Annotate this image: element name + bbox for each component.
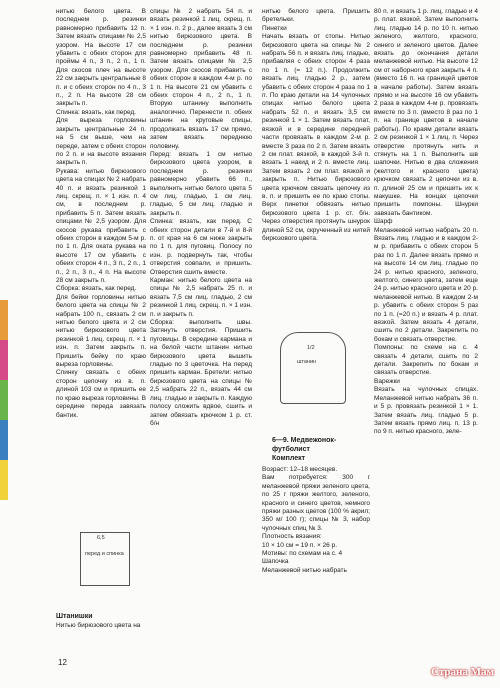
color-stripe-yellow bbox=[0, 460, 8, 500]
sweater-diagram bbox=[80, 532, 130, 586]
column-1-top: нитью белого цвета. В последнем р. резинки равномерно прибавить 12 п. Затем вязать спицами № 2,5 узором. На высоте 17 см убавить с обеих сторон для проймы 4 п., 3 п., 2 п., 1 п. Для скосов плеч на высоте 22 см закрыть центральные 8 п. и с обеих сторон по 4 п., 3 п., 2 п. На высоте 28 см закрыть п. Спинка: вязать, как перед. Для выреза горловины закрыть центральные 24 п. на 5 см выше, чем на переде, затем с обеих сторон по 2 п. и на высоте вязания закрыть п. Рукава: нитью бирюзового цвета на спицах № 2 набрать 40 п. и вязать резинкой 1 лиц. скрещ. п. × 1 изн. п. 4 см, в последнем р. прибавить 5 п. Затем вязать спицами № 2,5 узором. Для скосов рукава прибавить с обеих сторон в каждом 5-м р. по 1 п. Для оката рукава на высоте 17 см убавить с обеих сторон 4 п., 3 п., 2 п., 1 п., 2 п., 3 п., 4 п. На высоте 28 см закрыть п. Сборка: вязать, как перед. Для бейки горловины нитью белого цвета на спицы № 2 набрать 100 п., связать 2 см нитью белого цвета и 2 см нитью бирюзового цвета резинкой 1 лиц. скрещ. п. × 1 изн. п. Затем закрыть п. Пришить бейку по краю выреза горловины. Спинку связать с обеих сторон цепочку из в. п. длиной 103 см и пришить ее по краю выреза горловины. В середине переда завязать бантик. bbox=[56, 8, 146, 419]
sweater-diagram-dimension: 6,5 bbox=[97, 535, 105, 541]
column-3-top: нитью белого цвета. Пришить бретельки. Пинетки Начать вязать от стопы. Нитью бирюзового цвета на спицы № 2 набрать 56 п. и вязать лиц. гладью, прибавляя с обеих сторон 4 раза по 1 п. (= 12 п.). Продолжить вязать лиц. гладью 2 р., затем убавить с обеих сторон 4 раза по 1 п. По краю детали на 14 чулочных спицах нитью белого цвета набрать 52 п. и вязать 3,5 см резинкой 1 × 1. Затем вязать плат, вязкой и в середине передней части провязать в каждом 2-м р. вместе 3 раза по 2 п. Затем вязать 2 см плат. вязкой, в каждой 3-й п. вязать 1 накид и 2 п. вместе лиц. Затем вязать 2 см плат. вязкой и закрыть п. Нитью бирюзового цвета крючком связать цепочку из в. п. и пришить ее по краю стопы. Верх пинетки обвязать нитью бирюзового цвета 1 р. ст. б/н. Через отверстия протянуть шнурок длиной 52 см, скрученный из нитей бирюзового цвета. bbox=[262, 8, 370, 242]
column-2: спицы № 2 набрать 54 п. и вязать резинкой 1 лиц. скрещ. п. × 1 изн. п. 2 р., далее вязать 3 см нитью бирюзового цвета. В последнем р. резинки равномерно прибавить 48 п. Затем вязать спицами № 2,5 узором. Для скосов прибавить с обеих сторон в каждом 4-м р. по 1 п. На высоте 21 см убавить с обеих сторон 4 п., 2 п., 1 п. Вторую штанину выполнить аналогично. Перенести п. обеих штанин на круговые спицы, продолжать вязать 17 см прямо, затем вязать переднюю половину. Перед: вязать 1 см нитью бирюзового цвета узором, в последнем р. резинки равномерно убавить 66 п., выполнить нитью белого цвета 5 см лиц. гладью, 1 см лиц. гладью, 5 см лиц. гладью и закрыть п. Спинка: вязать, как перед. С обеих сторон детали в 7-й и 8-й п. от края на 6 см ниже закрыть по 1 п. для пуговиц. Полосу по изн. р. подвернуть так, чтобы отверстия совпали, и пришить. Отверстия сшить вместе. Карман: нитью белого цвета на спицы № 2,5 набрать 25 п. и вязать 7,5 см лиц. гладью, 2 см резинкой 1 лиц. скрещ. п. × 1 изн. п. и закрыть п. Сборка: выполнить швы. Затянуть отверстия. Пришить пуговицы. В середине кармана и на белой части штанин нитью бирюзового цвета вышить гладью по 3 цветочка. На перед пришить карман. Бретели: нитью бирюзового цвета на спицы № 2,5 набрать 22 п., вязать 44 см лиц. гладью и закрыть п. Каждую полосу сложить вдвое, сшить и затем обвязать крючком 1 р. ст. б/н bbox=[150, 8, 252, 427]
section-heading-pants: Штанишки bbox=[56, 613, 93, 620]
pants-diagram bbox=[280, 332, 346, 404]
column-3-bottom: Возраст: 12–18 месяцев. Вам потребуется: 300 г меланжевой пряжи зеленого цвета, по 25 г пряжи желтого, зеленого, красного и синего цветов, немного пряжи разных цветов (100 % акрил; 350 м/ 100 г); спицы № 3, набор чулочных спиц № 3. Плотность вязания: 10 × 10 см = 19 п. × 26 р. Мотивы: по схемам на с. 4 Шапочка Меланжевой нитью набрать bbox=[262, 466, 370, 574]
sweater-diagram-label: перед и спинка bbox=[85, 551, 124, 557]
site-watermark: Страна Мам bbox=[431, 666, 494, 678]
column-4: 80 п. и вязать 1 р. лиц. гладью и 4 р. плат. вязкой. Затем выполнить лиц. гладью 14 р. по 10 п. нитью зеленого, желтого, красного, синего и зеленого цветов. Далее вязать до окончания детали меланжевой нитью. На высоте 12 см от наборного края закрыть 4 п. (вместо 16 п. на границей цветов в начале работы). Затем вязать прямо и на высоте 16 см убавить 2 раза в каждом 4-м р. провязать вместе по 3 п. (вместо 8 раз по 1 п. на границе цветов в начале работы). По краям детали вязать 2 см резинкой 1 × 1 лиц. п. Через отверстие протянуть нить и стянуть на 1 п. Выполнить шв шапочки. Нитью в два сложения (желтого и красного цвета) крючком связать 2 цепочки из в. п. длиной 25 см и пришить их к макушке. На концах цепочки пришить помпоны. Шнурки завязать бантиком. Шарф Меланжевой нитью набрать 20 п. Вязать лиц. гладью и в каждом 2-м р. прибавить с обеих сторон 5 раз по 1 п. Далее вязать прямо и на высоте 14 см лиц. гладью по 24 р. нитью красного, зеленого, желтого, синего цвета, затем еще 24 р. нитью красного цвета и 20 р. меланжевой нитью. В каждом 2-м р. убавить с обеих сторон 5 раз по 1 п. (=20 п.) и вязать 4 р. плат. вязкой. Затем вязать 4 детали, сшить по 2 детали. Закрепить по бокам и связать отверстие. Помпоны: по схеме на с. 4 связать 4 детали, сшить по 2 детали. Закрепить по бокам и связать отверстие. Варежки Вязать на чулочных спицах. Меланжевой нитью набрать 36 п. и 5 р. провязать резинкой 1 × 1. Затем вязать лиц. гладью 5 р. Затем вязать прямо лиц. п. 13 р. по 9 п. нитью красного, зеле- bbox=[374, 8, 478, 436]
color-stripe-blue bbox=[0, 420, 8, 460]
color-stripe-orange bbox=[0, 300, 8, 340]
column-1-bottom: Нитью бирюзового цвета на bbox=[56, 622, 141, 629]
color-stripe-green bbox=[0, 380, 8, 420]
color-stripe-pink bbox=[0, 340, 8, 380]
pants-diagram-dimension: 1/2 bbox=[307, 345, 315, 351]
section-heading-bear: 6—9. Медвежонок-футболист Комплект bbox=[272, 437, 337, 462]
page-number: 12 bbox=[58, 658, 67, 667]
pants-diagram-label: штанин bbox=[297, 359, 317, 365]
